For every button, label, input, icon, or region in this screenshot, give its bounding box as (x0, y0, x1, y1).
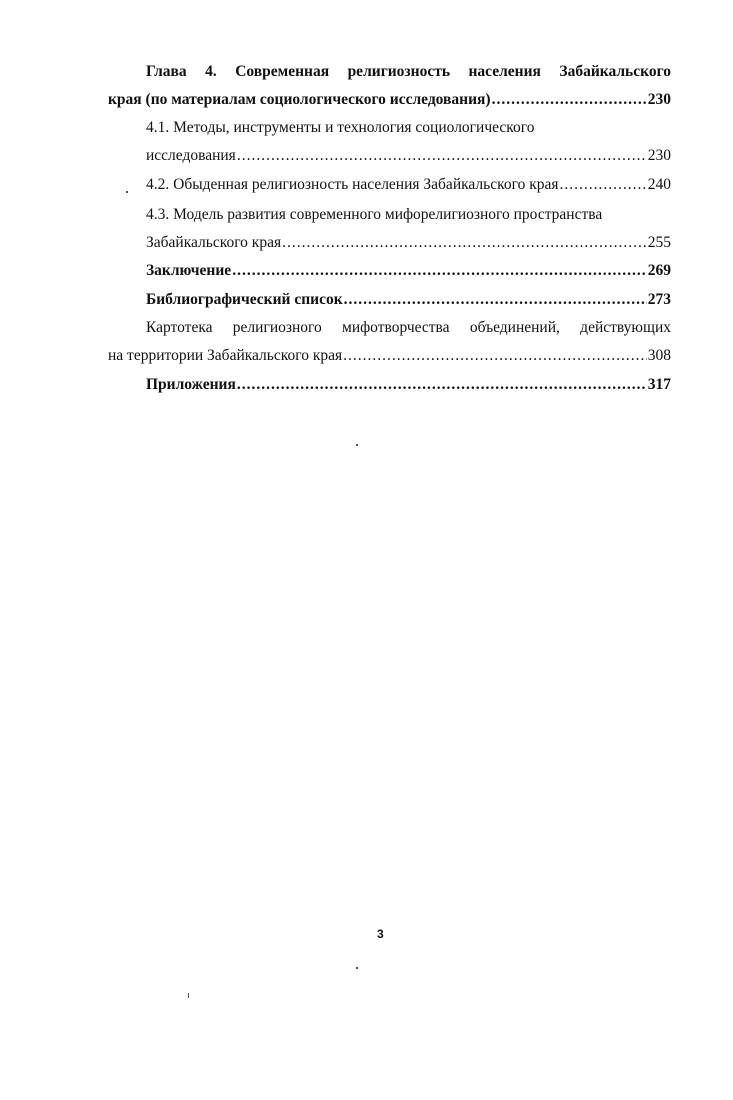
toc-leader-dots (237, 146, 647, 166)
toc-catalog-line1: Картотека религиозного мифотворчества объединений, действующих (146, 319, 671, 336)
toc-section-4-1-line1: 4.1. Методы, инструменты и технология социологического (146, 119, 535, 136)
toc-chapter4-line1: Глава 4. Современная религиозность населения Забайкальского (146, 63, 671, 80)
scan-speck (188, 993, 189, 998)
toc-chapter4-page: 230 (647, 91, 671, 108)
toc-conclusion-title: Заключение (146, 262, 232, 279)
toc-leader-dots (237, 375, 647, 395)
toc-bibliography-page: 273 (647, 291, 671, 308)
toc-appendices-page: 317 (647, 376, 671, 393)
toc-leader-dots (282, 233, 647, 253)
toc-section-4-1-page: 230 (647, 147, 671, 164)
toc-chapter4-title-cont: края (по материалам социологического исследования) (108, 91, 491, 108)
scan-speck (356, 444, 358, 446)
toc-section-4-2-page: 240 (647, 176, 671, 193)
toc-catalog-line2 (108, 346, 671, 366)
toc-leader-dots (343, 346, 647, 366)
toc-chapter4-line2 (108, 90, 671, 110)
toc-leader-dots (559, 175, 646, 195)
toc-catalog-page: 308 (647, 347, 671, 364)
toc-bibliography (146, 290, 671, 310)
toc-appendices-title: Приложения (146, 376, 236, 393)
toc-section-4-2-title: 4.2. Обыденная религиозность населения Забайкальского края (146, 176, 559, 193)
toc-section-4-3-line2 (146, 233, 671, 253)
page-number: 3 (377, 927, 384, 941)
toc-appendices (146, 375, 671, 395)
toc-bibliography-title: Библиографический список (146, 291, 343, 308)
toc-section-4-2 (146, 175, 671, 195)
toc-conclusion-page: 269 (647, 262, 671, 279)
toc-section-4-1-line2 (146, 146, 671, 166)
toc-section-4-3-page: 255 (647, 234, 671, 251)
toc-conclusion (146, 261, 671, 281)
toc-leader-dots (232, 261, 647, 281)
toc-section-4-1-title-cont: исследования (146, 147, 236, 164)
toc-section-4-3-title-cont: Забайкальского края (146, 234, 282, 251)
scan-speck (126, 191, 128, 193)
toc-leader-dots (344, 290, 647, 310)
toc-leader-dots (492, 90, 647, 110)
toc-section-4-3-line1: 4.3. Модель развития современного мифорелигиозного пространства (146, 206, 603, 223)
scan-speck (356, 967, 358, 969)
toc-catalog-title-cont: на территории Забайкальского края (108, 347, 343, 364)
